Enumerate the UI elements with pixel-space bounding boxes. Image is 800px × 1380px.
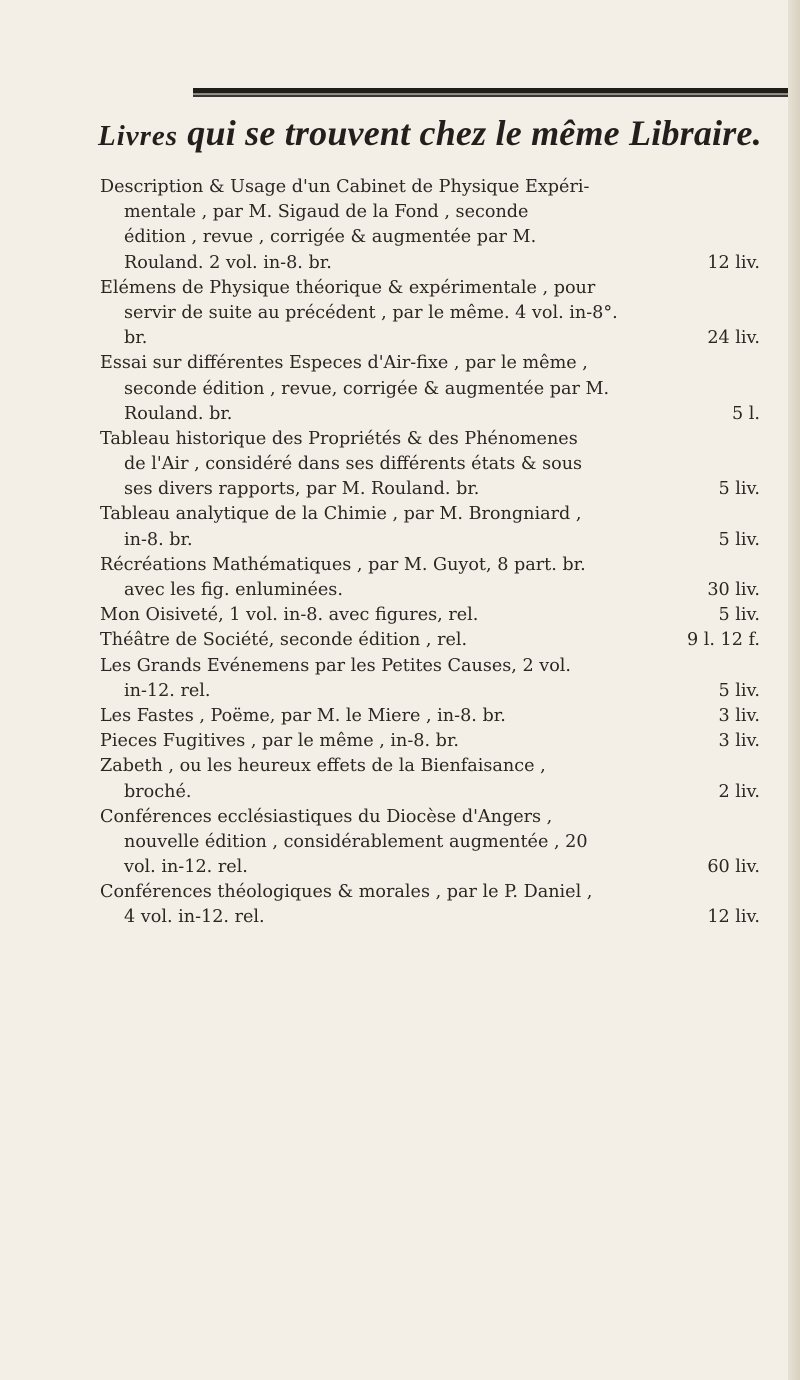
entry-text: avec les fig. enluminées.	[124, 580, 343, 600]
entry-text: édition , revue , corrigée & augmentée par M.	[124, 227, 537, 248]
entry-line	[100, 553, 760, 578]
entry-price: 12 liv.	[707, 252, 760, 273]
entry-price: 3 liv.	[718, 731, 760, 752]
entry-line	[100, 326, 760, 351]
entry-text: seconde édition , revue, corrigée & augmentée par M.	[124, 378, 610, 399]
entry-line	[100, 578, 760, 603]
entry-price: 5 liv.	[718, 529, 760, 550]
book-entry	[100, 276, 760, 352]
entry-text: Rouland. br.	[124, 403, 233, 424]
top-rule	[193, 88, 800, 97]
entry-text: Tableau analytique de la Chimie , par M. Brongniard ,	[100, 504, 582, 525]
entry-line	[100, 175, 760, 200]
book-entry	[100, 704, 760, 729]
entry-line	[100, 402, 760, 427]
entry-line	[100, 301, 760, 326]
entry-price: 5 liv.	[718, 680, 760, 701]
entry-price: 3 liv.	[718, 705, 760, 726]
entry-text: vol. in-12. rel.	[124, 857, 248, 878]
entry-text: Zabeth , ou les heureux effets de la Bienfaisance ,	[100, 756, 546, 777]
entry-text: Mon Oisiveté, 1 vol. in-8. avec figures, rel.	[100, 605, 479, 626]
entry-line	[100, 855, 760, 880]
entry-line	[100, 628, 760, 653]
page-heading	[98, 112, 800, 154]
entry-line	[100, 729, 760, 754]
entry-text: Conférences théologiques & morales , par le P. Daniel ,	[100, 882, 593, 903]
entry-line	[100, 679, 760, 704]
book-entry	[100, 502, 760, 552]
entry-line	[100, 880, 760, 905]
entry-line	[100, 754, 760, 779]
entry-text: Les Grands Evénemens par les Petites Causes, 2 vol.	[100, 655, 572, 676]
entry-text: Rouland. 2 vol. in-8. br.	[124, 252, 332, 273]
entry-price: 5 l.	[731, 403, 760, 424]
entry-price: 30 liv.	[707, 580, 760, 600]
entry-text: Tableau historique des Propriétés & des Phénomenes	[100, 428, 578, 449]
entry-text: nouvelle édition , considérablement augmentée , 20	[124, 831, 588, 852]
entry-line	[100, 377, 760, 402]
heading-rest: qui se trouvent chez le même Libraire.	[187, 113, 762, 153]
entry-price: 2 liv.	[718, 781, 760, 802]
entry-price: 12 liv.	[707, 907, 760, 928]
entry-line	[100, 603, 760, 628]
book-entry	[100, 754, 760, 804]
entry-line	[100, 704, 760, 729]
entry-price: 5 liv.	[718, 479, 760, 500]
entry-text: Théâtre de Société, seconde édition , rel.	[100, 630, 468, 651]
book-entry	[100, 654, 760, 704]
entry-line	[100, 200, 760, 225]
entry-text: Elémens de Physique théorique & expérimentale , pour	[100, 277, 596, 298]
book-entry	[100, 351, 760, 427]
entry-line	[100, 225, 760, 250]
entry-line	[100, 905, 760, 930]
entry-text: Les Fastes , Poëme, par M. le Miere , in-8. br.	[100, 705, 506, 726]
entry-text: in-8. br.	[124, 529, 193, 550]
entry-text: mentale , par M. Sigaud de la Fond , seconde	[124, 202, 529, 223]
entry-line	[100, 351, 760, 376]
book-entry	[100, 628, 760, 653]
entry-line	[100, 830, 760, 855]
heading-small-caps: Livres	[98, 120, 179, 152]
entry-line	[100, 427, 760, 452]
entry-line	[100, 276, 760, 301]
entry-line	[100, 477, 760, 502]
entry-line	[100, 452, 760, 477]
entry-price: 9 l. 12 f.	[686, 630, 760, 651]
entry-text: Conférences ecclésiastiques du Diocèse d'Angers ,	[100, 806, 553, 827]
entry-line	[100, 805, 760, 830]
book-list	[100, 175, 760, 931]
entry-text: broché.	[124, 781, 192, 802]
entry-price: 60 liv.	[707, 857, 760, 878]
entry-line	[100, 528, 760, 553]
book-entry	[100, 729, 760, 754]
entry-line	[100, 502, 760, 527]
entry-text: 4 vol. in-12. rel.	[124, 907, 265, 928]
entry-text: Récréations Mathématiques , par M. Guyot, 8 part. br.	[100, 554, 586, 575]
entry-price: 5 liv.	[718, 605, 760, 626]
book-entry	[100, 880, 760, 930]
page-edge	[788, 0, 800, 1380]
book-entry	[100, 553, 760, 603]
entry-text: servir de suite au précédent , par le même. 4 vol. in-8°.	[124, 302, 618, 323]
entry-text: br.	[124, 328, 148, 349]
entry-text: de l'Air , considéré dans ses différents états & sous	[124, 454, 583, 475]
entry-line	[100, 654, 760, 679]
book-entry	[100, 175, 760, 276]
book-entry	[100, 603, 760, 628]
entry-text: Description & Usage d'un Cabinet de Physique Expéri-	[100, 177, 590, 197]
entry-text: in-12. rel.	[124, 680, 211, 701]
entry-line	[100, 780, 760, 805]
entry-text: Essai sur différentes Especes d'Air-fixe , par le même ,	[100, 353, 588, 374]
entry-text: ses divers rapports, par M. Rouland. br.	[124, 479, 480, 500]
book-entry	[100, 427, 760, 503]
entry-text: Pieces Fugitives , par le même , in-8. br.	[100, 731, 460, 752]
entry-price: 24 liv.	[707, 328, 760, 349]
entry-line	[100, 251, 760, 276]
book-entry	[100, 805, 760, 881]
